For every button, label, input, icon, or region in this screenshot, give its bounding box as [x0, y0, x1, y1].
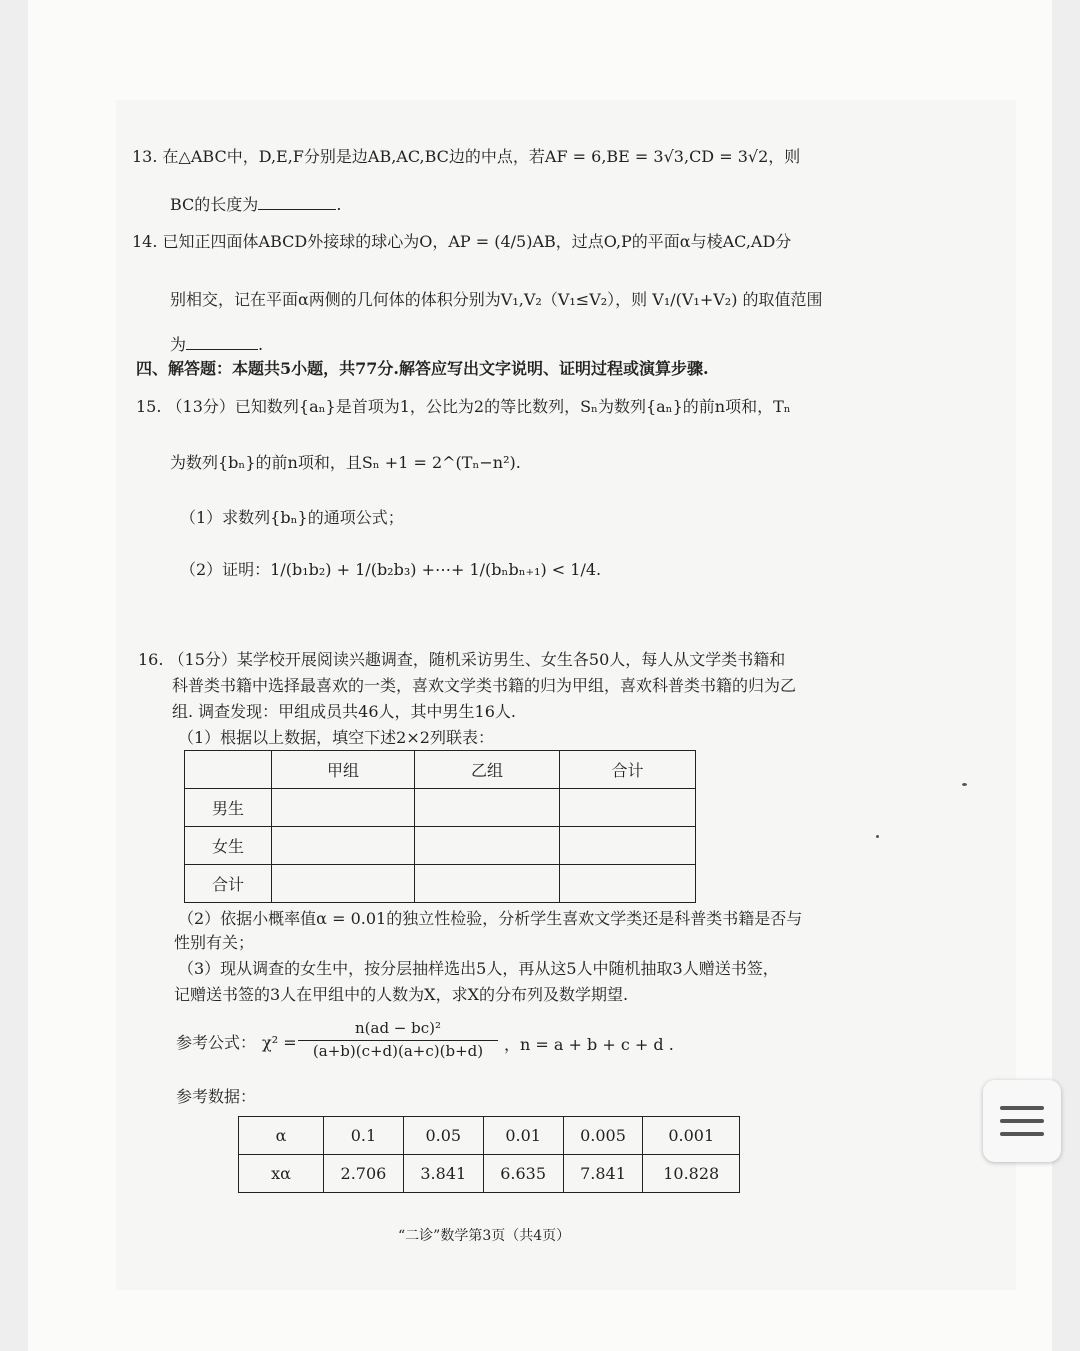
contingency-table — [184, 750, 696, 903]
q15-part2: （2）证明：1/(b₁b₂) + 1/(b₂b₃) +⋯+ 1/(bₙbₙ₊₁) < 1/4. — [180, 560, 602, 579]
formula-numerator: n(ad − bc)² — [354, 1019, 442, 1037]
page-footer: “二诊”数学第3页（共4页） — [398, 1228, 571, 1244]
alpha-value: 0.005 — [563, 1117, 643, 1155]
table-header-cell: 乙组 — [415, 751, 560, 789]
table-header-cell: 合计 — [560, 751, 696, 789]
q14-period: . — [258, 335, 264, 354]
table-header-cell — [185, 751, 272, 789]
q16-part1: （1）根据以上数据，填空下述2×2列联表： — [178, 728, 494, 747]
empty-cell — [560, 789, 696, 827]
floating-menu-button[interactable] — [983, 1080, 1061, 1162]
empty-cell — [560, 827, 696, 865]
x-value: 2.706 — [324, 1155, 404, 1193]
critical-value-table — [238, 1116, 740, 1193]
table-row — [185, 789, 696, 827]
answer-blank — [186, 333, 258, 350]
x-value: 3.841 — [403, 1155, 483, 1193]
q13-line2 — [170, 193, 341, 216]
q14-line2: 别相交，记在平面α两侧的几何体的体积分别为V₁,V₂（V₁≤V₂），则 V₁/(V₁+V₂) 的取值范围 — [170, 290, 823, 309]
table-row — [185, 827, 696, 865]
answer-blank — [258, 193, 336, 210]
empty-cell — [272, 827, 415, 865]
empty-cell — [560, 865, 696, 903]
q16-part3-line1: （3）现从调查的女生中，按分层抽样选出5人，再从这5人中随机抽取3人赠送书签， — [178, 959, 779, 978]
row-label: 女生 — [185, 827, 272, 865]
section-heading: 四、解答题：本题共5小题，共77分.解答应写出文字说明、证明过程或演算步骤. — [136, 359, 709, 378]
row-label: 合计 — [185, 865, 272, 903]
alpha-value: 0.01 — [483, 1117, 563, 1155]
q16-part2-line2: 性别有关； — [174, 933, 255, 952]
table-row — [185, 865, 696, 903]
formula-denominator: (a+b)(c+d)(a+c)(b+d) — [298, 1040, 498, 1061]
empty-cell — [415, 827, 560, 865]
q16-line3: 组. 调查发现：甲组成员共46人，其中男生16人. — [172, 702, 516, 721]
q16-line1: 16. （15分）某学校开展阅读兴趣调查，随机采访男生、女生各50人，每人从文学类书籍和 — [138, 650, 786, 669]
x-label: xα — [239, 1155, 324, 1193]
x-value: 6.635 — [483, 1155, 563, 1193]
q13-prompt: BC的长度为 — [170, 195, 259, 214]
formula-tail: ，n = a + b + c + d . — [504, 1035, 674, 1054]
alpha-value: 0.001 — [643, 1117, 740, 1155]
reference-data-label: 参考数据： — [176, 1087, 257, 1106]
q16-part2-line1: （2）依据小概率值α = 0.01的独立性检验，分析学生喜欢文学类还是科普类书籍是否与 — [178, 909, 803, 928]
menu-icon — [1000, 1106, 1044, 1110]
q14-line3 — [170, 333, 263, 356]
alpha-value: 0.05 — [403, 1117, 483, 1155]
table-row — [239, 1117, 740, 1155]
empty-cell — [415, 865, 560, 903]
q13-period: . — [336, 195, 342, 214]
scan-speck — [962, 783, 967, 786]
q13-line1: 13. 在△ABC中，D,E,F分别是边AB,AC,BC边的中点，若AF = 6,BE = 3√3,CD = 3√2，则 — [132, 147, 801, 166]
formula-fraction — [298, 1018, 498, 1061]
empty-cell — [272, 789, 415, 827]
empty-cell — [272, 865, 415, 903]
empty-cell — [415, 789, 560, 827]
menu-icon — [1000, 1132, 1044, 1136]
q15-line1: 15. （13分）已知数列{aₙ}是首项为1，公比为2的等比数列，Sₙ为数列{aₙ}的前n项和，Tₙ — [136, 397, 791, 416]
q14-line1: 14. 已知正四面体ABCD外接球的球心为O，AP = (4/5)AB，过点O,P的平面α与棱AC,AD分 — [132, 232, 792, 251]
menu-icon — [1000, 1119, 1044, 1123]
row-label: 男生 — [185, 789, 272, 827]
q16-line2: 科普类书籍中选择最喜欢的一类，喜欢文学类书籍的归为甲组，喜欢科普类书籍的归为乙 — [172, 676, 797, 695]
x-value: 7.841 — [563, 1155, 643, 1193]
q16-part3-line2: 记赠送书签的3人在甲组中的人数为X，求X的分布列及数学期望. — [174, 985, 629, 1004]
x-value: 10.828 — [643, 1155, 740, 1193]
table-row — [239, 1155, 740, 1193]
table-header-cell: 甲组 — [272, 751, 415, 789]
q14-prompt: 为 — [170, 335, 187, 354]
q15-part1: （1）求数列{bₙ}的通项公式； — [180, 508, 404, 527]
formula-lhs: χ² = — [262, 1033, 297, 1052]
scan-speck — [876, 835, 879, 838]
alpha-value: 0.1 — [324, 1117, 404, 1155]
formula-label: 参考公式： — [176, 1033, 257, 1052]
q15-line2: 为数列{bₙ}的前n项和，且Sₙ +1 = 2^(Tₙ−n²). — [170, 453, 521, 472]
alpha-label: α — [239, 1117, 324, 1155]
